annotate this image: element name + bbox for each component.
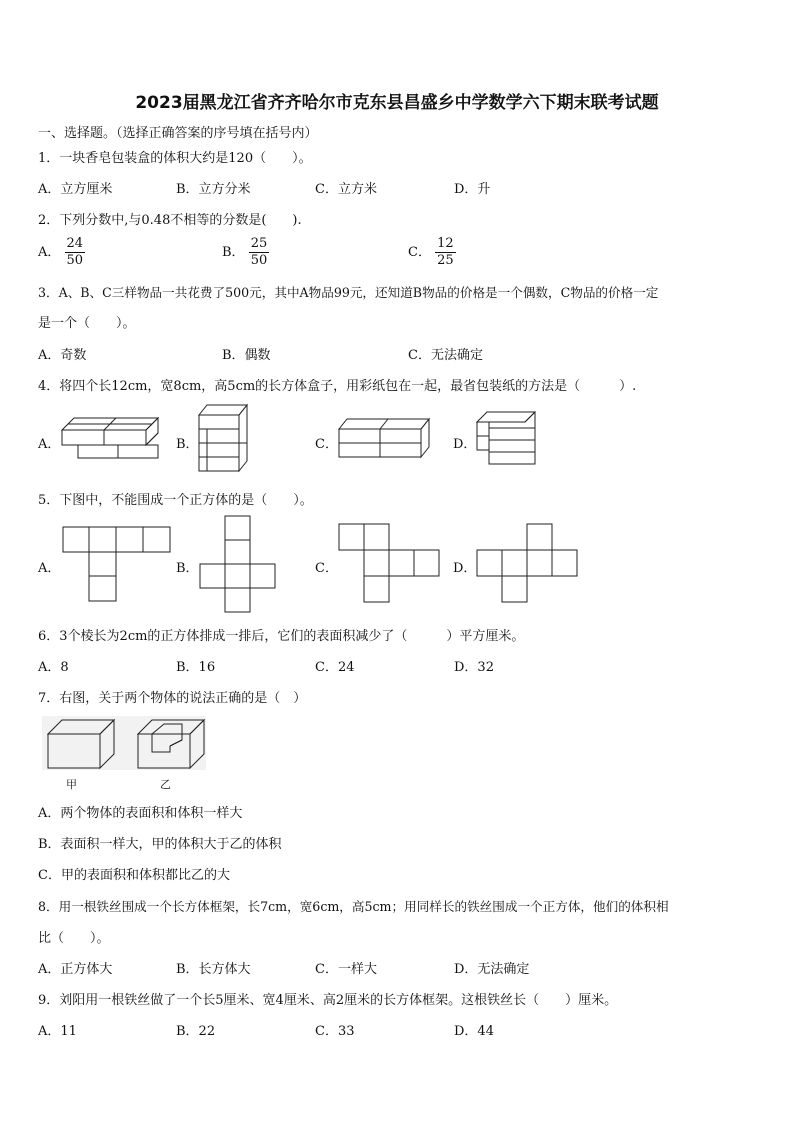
q5-label-d: D．: [453, 561, 477, 576]
q3-option-c: C．无法确定: [408, 348, 483, 363]
q2-option-a-label: A．: [38, 245, 61, 260]
question-8-stem-line-1: 8．用一根铁丝围成一个长方体框架，长7cm，宽6cm，高5cm；用同样长的铁丝围成一个正方体，他们的体积相: [38, 899, 669, 914]
q4-figure-a: [62, 418, 162, 462]
question-3-stem-line-1: 3．A、B、C三样物品一共花费了500元，其中A物品99元，还知道B物品的价格是一个偶数，C物品的价格一定: [38, 285, 659, 300]
fraction-denominator: 25: [437, 253, 454, 268]
q5-net-c: [339, 524, 441, 604]
q2-option-c: [408, 236, 456, 269]
q3-option-b: B．偶数: [222, 348, 271, 363]
q6-option-b: B．16: [176, 660, 216, 675]
q2-fraction-b: [249, 236, 270, 269]
fraction-numerator: 24: [66, 236, 84, 251]
q6-option-d: D．32: [454, 660, 494, 675]
q5-label-a: A．: [38, 561, 61, 576]
q1-option-b: B．立方分米: [176, 182, 251, 197]
q9-option-c: C．33: [315, 1024, 355, 1039]
q2-option-c-label: C．: [408, 245, 431, 260]
q9-option-a: A．11: [38, 1024, 77, 1039]
q2-fraction-a: [65, 236, 86, 269]
q1-option-c: C．立方米: [315, 182, 377, 197]
q7-label-yi: 乙: [160, 778, 171, 791]
q4-label-c: C．: [315, 437, 338, 452]
q5-net-d: [477, 524, 579, 604]
q5-net-b: [200, 516, 278, 614]
q4-label-b: B．: [176, 437, 199, 452]
question-1-stem: 1．一块香皂包装盒的体积大约是120（ ）。: [38, 151, 312, 166]
q4-figure-b: [199, 405, 251, 475]
q2-option-b-label: B．: [222, 245, 245, 260]
q7-label-jia: 甲: [66, 778, 77, 791]
question-9-stem: 9．刘阳用一根铁丝做了一个长5厘米、宽4厘米、高2厘米的长方体框架。这根铁丝长（ ）厘米。: [38, 993, 618, 1008]
q2-fraction-c: [435, 236, 456, 269]
q8-option-c: C．一样大: [315, 962, 377, 977]
q5-net-a: [63, 527, 173, 603]
q3-option-a: A．奇数: [38, 348, 87, 363]
fraction-numerator: 25: [250, 236, 268, 251]
q9-option-b: B．22: [176, 1024, 216, 1039]
q2-option-a: [38, 236, 85, 269]
q7-option-a: A．两个物体的表面积和体积一样大: [38, 806, 243, 821]
q8-option-d: D．无法确定: [454, 962, 530, 977]
q9-option-d: D．44: [454, 1024, 494, 1039]
question-5-stem: 5．下图中，不能围成一个正方体的是（ ）。: [38, 493, 313, 508]
q4-figure-d: [477, 412, 539, 468]
q1-option-d: D．升: [454, 182, 491, 197]
q4-label-d: D．: [453, 437, 477, 452]
q7-figure: [42, 716, 208, 772]
q4-figure-c: [339, 419, 433, 463]
q6-option-c: C．24: [315, 660, 355, 675]
question-3-stem-line-2: 是一个（ ）。: [38, 316, 136, 331]
q5-label-b: B．: [176, 561, 199, 576]
question-7-stem: 7．右图，关于两个物体的说法正确的是（ ）: [38, 691, 307, 706]
q6-option-a: A．8: [38, 660, 69, 675]
question-4-stem: 4．将四个长12cm，宽8cm，高5cm的长方体盒子，用彩纸包在一起，最省包装纸的方法是（ ）.: [38, 379, 637, 394]
q2-option-b: [222, 236, 269, 269]
q7-option-c: C．甲的表面积和体积都比乙的大: [38, 868, 230, 883]
fraction-numerator: 12: [437, 236, 454, 251]
section-heading: 一、选择题。（选择正确答案的序号填在括号内）: [38, 126, 318, 141]
question-8-stem-line-2: 比（ ）。: [38, 931, 110, 946]
q1-option-a: A．立方厘米: [38, 182, 113, 197]
fraction-denominator: 50: [66, 253, 84, 268]
q5-label-c: C．: [315, 561, 338, 576]
q7-option-b: B．表面积一样大，甲的体积大于乙的体积: [38, 837, 282, 852]
q4-label-a: A．: [38, 437, 61, 452]
question-2-stem: 2．下列分数中,与0.48不相等的分数是( ).: [38, 213, 302, 228]
fraction-denominator: 50: [250, 253, 268, 268]
page-title: 2023届黑龙江省齐齐哈尔市克东县昌盛乡中学数学六下期末联考试题: [135, 93, 659, 113]
question-6-stem: 6．3个棱长为2cm的正方体排成一排后，它们的表面积减少了（ ）平方厘米。: [38, 629, 525, 644]
q8-option-b: B．长方体大: [176, 962, 251, 977]
q8-option-a: A．正方体大: [38, 962, 113, 977]
